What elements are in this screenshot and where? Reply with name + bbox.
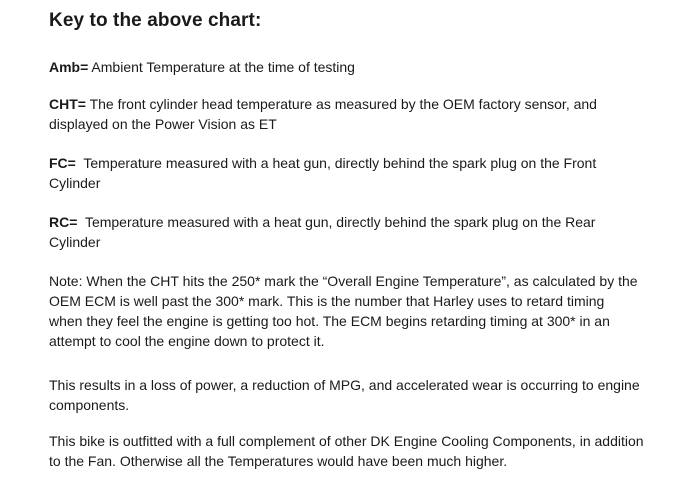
- definition-text: displayed on the Power Vision as ET: [49, 116, 277, 132]
- definition-line: [49, 153, 685, 173]
- definition-line: [49, 57, 685, 77]
- definition-text: Cylinder: [49, 234, 101, 250]
- paragraph-line: This bike is outfitted with a full complement of other DK Engine Cooling Components, in addition: [49, 433, 644, 449]
- paragraph-line: components.: [49, 397, 130, 413]
- definition-amb: [49, 57, 685, 77]
- outfit-paragraph: [49, 431, 685, 471]
- definition-term: FC=: [49, 155, 76, 171]
- paragraph-line: This results in a loss of power, a reduction of MPG, and accelerated wear is occurring to engine: [49, 377, 640, 393]
- definition-rc: [49, 212, 685, 252]
- definition-text: Cylinder: [49, 175, 101, 191]
- definition-text: Ambient Temperature at the time of testing: [91, 59, 355, 75]
- paragraph-line: OEM ECM is well past the 300* mark. This is the number that Harley uses to retard timing: [49, 293, 605, 309]
- definition-term: RC=: [49, 214, 78, 230]
- document-title: Key to the above chart:: [49, 10, 262, 31]
- definition-cht: [49, 94, 685, 134]
- definition-text: Temperature measured with a heat gun, directly behind the spark plug on the Front: [83, 155, 597, 171]
- definition-line: [49, 212, 685, 232]
- definition-text: Temperature measured with a heat gun, directly behind the spark plug on the Rear: [84, 214, 596, 230]
- paragraph-line: Note: When the CHT hits the 250* mark the “Overall Engine Temperature”, as calculated by the: [49, 273, 638, 289]
- definition-line: [49, 94, 685, 114]
- paragraph-line: attempt to cool the engine down to protect it.: [49, 333, 325, 349]
- note-paragraph: [49, 271, 685, 351]
- definition-fc: [49, 153, 685, 193]
- paragraph-line: to the Fan. Otherwise all the Temperatures would have been much higher.: [49, 453, 508, 469]
- definition-term: Amb=: [49, 59, 89, 75]
- result-paragraph: [49, 375, 685, 415]
- definition-term: CHT=: [49, 96, 86, 112]
- paragraph-line: when they feel the engine is getting too hot. The ECM begins retarding timing at 300* in an: [49, 313, 610, 329]
- definition-text: The front cylinder head temperature as measured by the OEM factory sensor, and: [89, 96, 597, 112]
